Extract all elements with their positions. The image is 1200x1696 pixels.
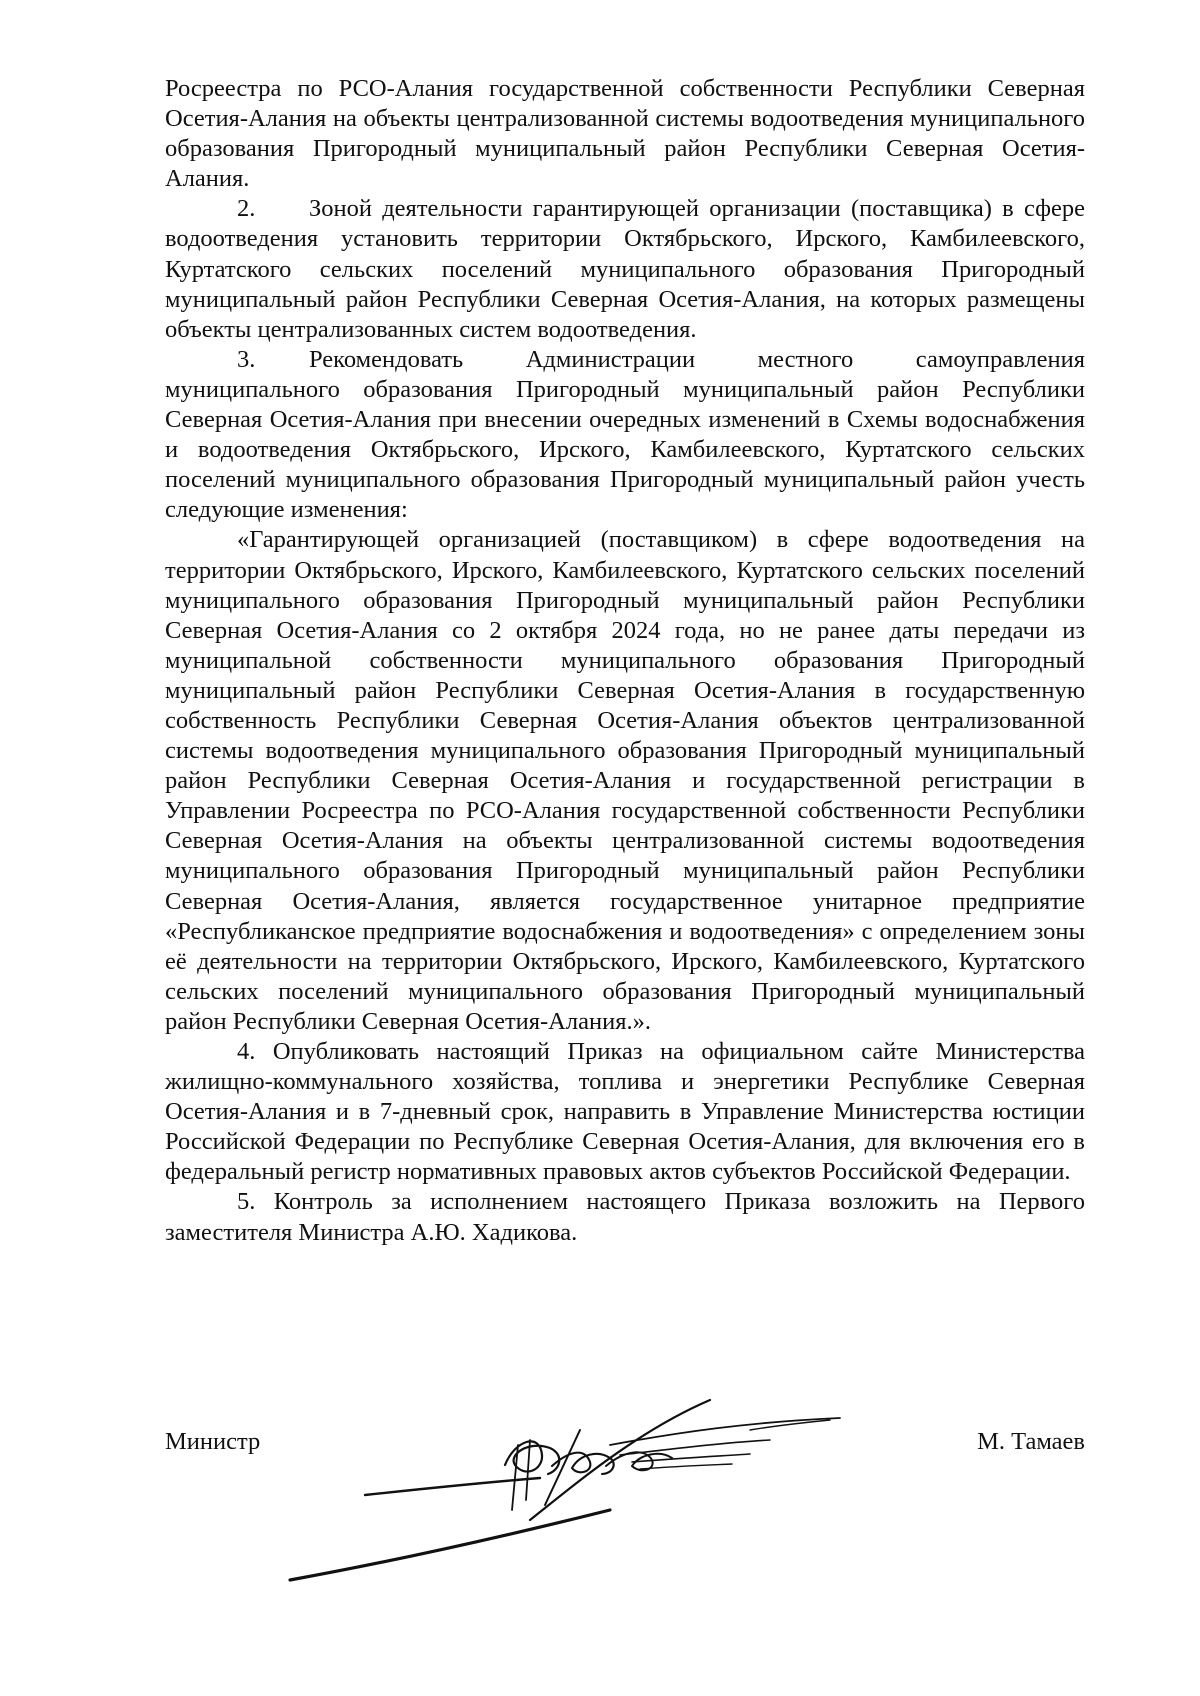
paragraph-continuation: Росреестра по РСО-Алания государственной собственности Республики Северная Осетия-Алания на объекты централизованной системы водоотведения муниципального образования Пригородный муниципальный район Республики Северная Осетия-Алания. — [165, 75, 1085, 193]
item-number: 3. — [237, 345, 256, 373]
signer-role: Министр — [165, 1428, 261, 1455]
handwritten-signature-icon — [280, 1370, 900, 1590]
paragraph-item-4: 4. Опубликовать настоящий Приказ на официальном сайте Министерства жилищно-коммунального хозяйства, топлива и энергетики Республике Северная Осетия-Алания и в 7-дневный срок, направить в Управление Министерства юстиции Российской Федерации по Республике Северная Осетия-Алания, для включения его в федеральный регистр нормативных правовых актов субъектов Российской Федерации. — [165, 1038, 1085, 1186]
signer-name: М. Тамаев — [977, 1428, 1085, 1455]
paragraph-text: Рекомендовать Администрации местного самоуправления муниципального образования Пригородный муниципальный район Республики Северная Осетия-Алания при внесении очередных изменений в Схемы водоснабжения и водоотведения Октябрьского, Ирского, Камбилеевского, Куртатского сельских поселений муниципального образования Пригородный муниципальный район учесть следующие изменения: — [165, 345, 1085, 524]
paragraph-quoted-amendment: «Гарантирующей организацией (поставщиком) в сфере водоотведения на территории Октябрьского, Ирского, Камбилеевского, Куртатского сельских поселений муниципального образования Пригородный муниципальный район Республики Северная Осетия-Алания со 2 октября 2024 года, но не ранее даты передачи из муниципальной собственности муниципального образования Пригородный муниципальный район Республики Северная Осетия-Алания в государственную собственность Республики Северная Осетия-Алания объектов централизованной системы водоотведения муниципального образования Пригородный муниципальный район Республики Северная Осетия-Алания и государственной регистрации в Управлении Росреестра по РСО-Алания государственной собственности Республики Северная Осетия-Алания на объекты централизованной системы водоотведения муниципального образования Пригородный муниципальный район Республики Северная Осетия-Алания, является государственное унитарное предприятие «Республиканское предприятие водоснабжения и водоотведения» с определением зоны её деятельности на территории Октябрьского, Ирского, Камбилеевского, Куртатского сельских поселений муниципального образования Пригородный муниципальный район Республики Северная Осетия-Алания.». — [165, 526, 1085, 1035]
document-body — [165, 74, 1085, 1248]
paragraph-item-2 — [165, 194, 1085, 344]
paragraph-item-3 — [165, 345, 1085, 526]
paragraph-text: Зоной деятельности гарантирующей организации (поставщика) в сфере водоотведения установить территории Октябрьского, Ирского, Камбилеевского, Куртатского сельских поселений муниципального образования Пригородный муниципальный район Республики Северная Осетия-Алания, на которых размещены объекты централизованных систем водоотведения. — [165, 195, 1085, 343]
item-number: 2. — [237, 195, 256, 223]
paragraph-item-5: 5. Контроль за исполнением настоящего Приказа возложить на Первого заместителя Министра А.Ю. Хадикова. — [165, 1188, 1085, 1246]
